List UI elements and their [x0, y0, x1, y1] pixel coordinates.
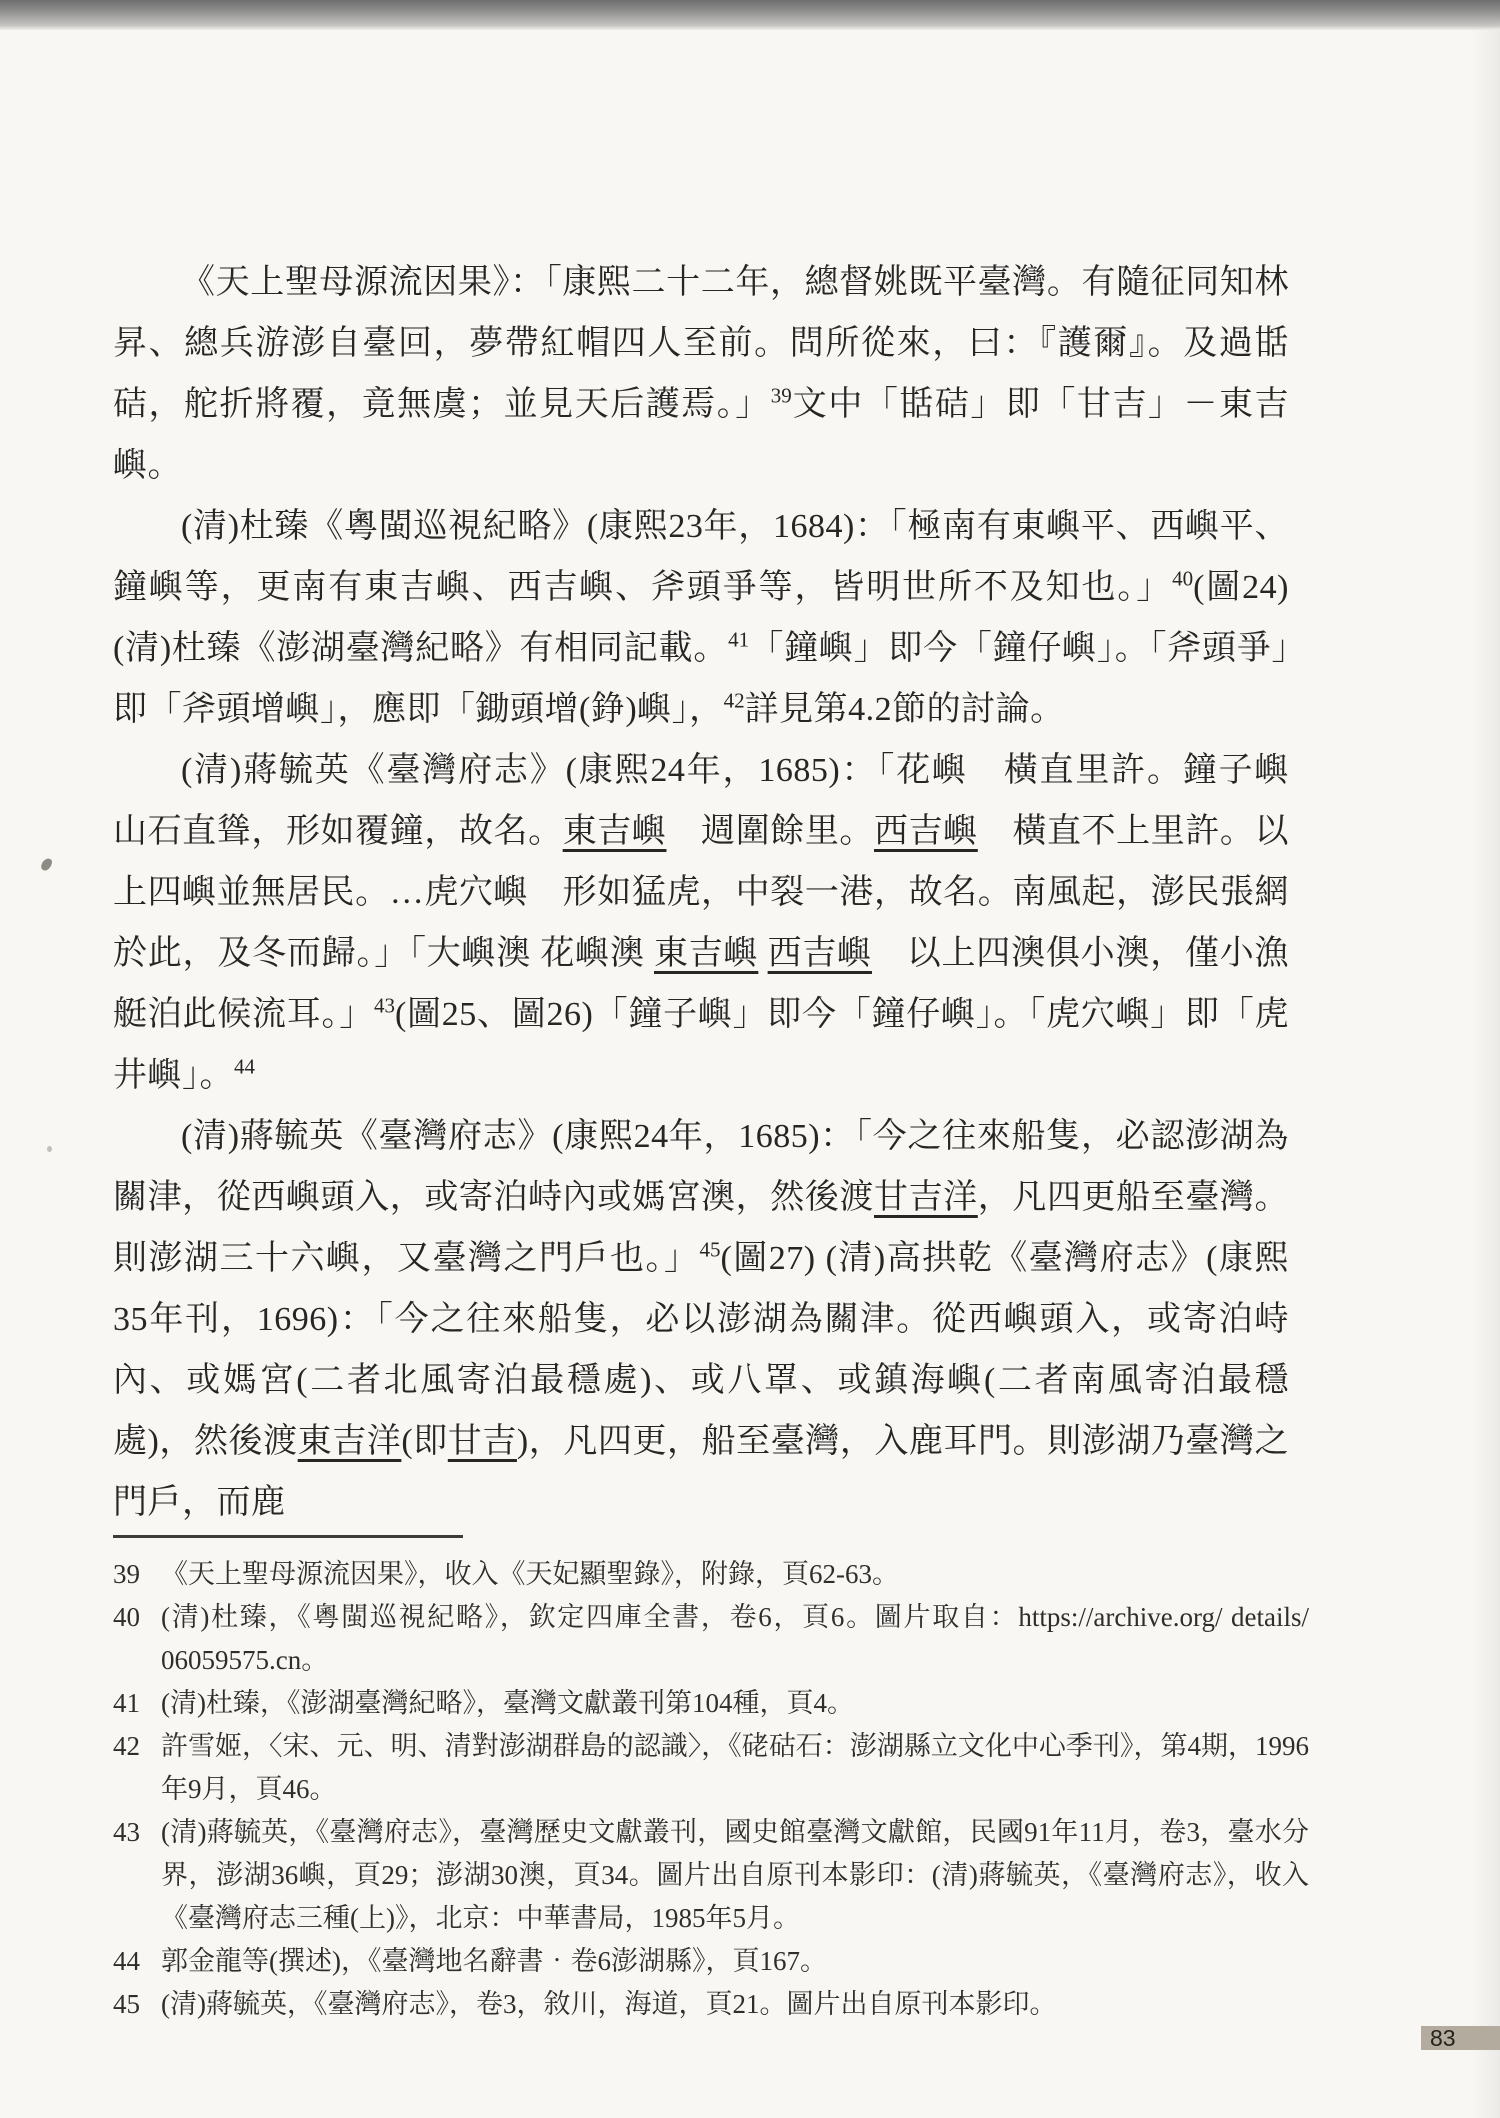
text-run: (清)蔣毓英《臺灣府志》(康熙24年，1685)：「今之往來船隻，必認澎湖為關津，從西嶼頭入，或寄泊峙內或媽宮澳，然後渡: [113, 1118, 1289, 1216]
footnote: [113, 1682, 1309, 1725]
footnote-ref: 42: [723, 688, 745, 713]
footnote-ref: 41: [728, 627, 750, 652]
page-number-badge: [1421, 2026, 1500, 2050]
text-run: 詳見第4.2節的討論。: [744, 691, 1065, 728]
underlined-place-name: 甘吉: [447, 1423, 517, 1460]
underlined-place-name: 東吉洋: [297, 1423, 402, 1460]
footnote: [113, 1811, 1309, 1940]
footnote: [113, 1725, 1309, 1811]
text-run: 文中「甛硈」即「甘吉」－東吉嶼。: [113, 386, 1290, 484]
footnote-number: 42: [113, 1731, 140, 1761]
footnote-text: (清)蔣毓英，《臺灣府志》，臺灣歷史文獻叢刊，國史館臺灣文獻館，民國91年11月，卷3，臺水分界，澎湖36嶼，頁29；澎湖30澳，頁34。圖片出自原刊本影印：(清)蔣毓英，《臺灣府志》，收入《臺灣府志三種(上)》，北京：中華書局，1985年5月。: [161, 1817, 1309, 1933]
footnote-number: 45: [113, 1989, 140, 2019]
scan-edge-right: [1472, 30, 1500, 2118]
footnote-separator: [113, 1535, 463, 1538]
paragraph: [113, 252, 1289, 496]
footnote-number: 43: [113, 1817, 140, 1847]
footnotes: [113, 1553, 1309, 2026]
text-run: (即: [401, 1423, 448, 1460]
text-run: 橫直不上里許。以上四嶼並無居民。…虎穴嶼 形如猛虎，中裂一港，故名。南風起，澎民張網於此，及冬而歸。」「大嶼澳 花嶼澳: [113, 813, 1290, 972]
footnote: [113, 1596, 1309, 1682]
scan-artifact: [39, 857, 53, 873]
underlined-place-name: 東吉嶼: [654, 935, 759, 972]
footnote: [113, 1553, 1309, 1596]
text-run: (圖25、圖26)「鐘子嶼」即今「鐘仔嶼」。「虎穴嶼」即「虎井嶼」。: [113, 996, 1289, 1094]
text-run: 「鐘嶼」即今「鐘仔嶼」。「斧頭爭」即「斧頭增嶼」，應即「鋤頭增(錚)嶼」，: [113, 630, 1289, 728]
footnote-text: 郭金龍等(撰述)，《臺灣地名辭書‧卷6澎湖縣》，頁167。: [161, 1946, 827, 1976]
footnote-number: 41: [113, 1688, 140, 1718]
footnote-number: 44: [113, 1946, 140, 1976]
paragraph: [113, 1106, 1289, 1533]
footnote-number: 39: [113, 1559, 140, 1589]
footnote-text: (清)杜臻，《粵閩巡視紀略》，欽定四庫全書，卷6，頁6。圖片取自：https://archive.org/ details/ 06059575.cn。: [161, 1602, 1309, 1675]
text-run: 以上四澳俱小澳，僅小漁艇泊此候流耳。」: [113, 935, 1290, 1033]
page-number: 83: [1430, 2024, 1456, 2051]
footnote-ref: 39: [770, 383, 792, 408]
paragraph: [113, 496, 1289, 740]
scan-artifact: [47, 1146, 52, 1152]
text-run: (清)杜臻《粵閩巡視紀略》(康熙23年，1684)：「極南有東嶼平、西嶼平、鐘嶼等，更南有東吉嶼、西吉嶼、斧頭爭等，皆明世所不及知也。」: [113, 508, 1289, 606]
underlined-place-name: 東吉嶼: [562, 813, 667, 850]
body-text: [113, 252, 1324, 1533]
footnote-text: 《天上聖母源流因果》，收入《天妃顯聖錄》，附錄，頁62-63。: [161, 1559, 899, 1589]
paragraph: [113, 740, 1324, 1106]
footnote-ref: 45: [699, 1237, 721, 1262]
text-run: (圖24) (清)杜臻《澎湖臺灣紀略》有相同記載。: [113, 569, 1289, 667]
text-run: 週圍餘里。: [666, 813, 875, 850]
footnote-ref: 43: [373, 993, 395, 1018]
text-run: [758, 935, 767, 972]
footnote: [113, 1983, 1309, 2026]
footnote-ref: 44: [234, 1054, 255, 1079]
text-run: (圖27) (清)高拱乾《臺灣府志》(康熙35年刊，1696)：「今之往來船隻，必以澎湖為關津。從西嶼頭入，或寄泊峙內、或媽宮(二者北風寄泊最穩處)、或八罩、或鎮海嶼(二者南風寄泊最穩處)，然後渡: [113, 1240, 1289, 1460]
footnote-number: 40: [113, 1602, 140, 1632]
footnote-text: (清)蔣毓英，《臺灣府志》，卷3，敘川，海道，頁21。圖片出自原刊本影印。: [161, 1989, 1057, 2019]
footnote-text: (清)杜臻，《澎湖臺灣紀略》，臺灣文獻叢刊第104種，頁4。: [161, 1688, 854, 1718]
underlined-place-name: 西吉嶼: [767, 935, 872, 972]
footnote-text: 許雪姬，〈宋、元、明、清對澎湖群島的認識〉，《硓𥑮石：澎湖縣立文化中心季刊》，第4期，1996年9月，頁46。: [161, 1731, 1309, 1804]
text-run: 《天上聖母源流因果》：「康熙二十二年，總督姚既平臺灣。有隨征同知林昇、總兵游澎自臺回，夢帶紅帽四人至前。問所從來，曰：『護爾』。及過甛硈，舵折將覆，竟無虞；並見天后護焉。」: [113, 264, 1289, 423]
footnote: [113, 1940, 1309, 1983]
text-run: )，凡四更，船至臺灣，入鹿耳門。則澎湖乃臺灣之門戶，而鹿: [113, 1423, 1290, 1521]
scan-edge-top: [0, 0, 1500, 30]
underlined-place-name: 西吉嶼: [874, 813, 978, 850]
footnote-ref: 40: [1172, 566, 1194, 591]
underlined-place-name: 甘吉洋: [874, 1179, 978, 1216]
text-run: (清)蔣毓英《臺灣府志》(康熙24年，1685)：「花嶼 橫直里許。鐘子嶼 山石直聳，形如覆鐘，故名。: [113, 752, 1324, 850]
text-run: ，凡四更船至臺灣。則澎湖三十六嶼，又臺灣之門戶也。」: [113, 1179, 1290, 1277]
